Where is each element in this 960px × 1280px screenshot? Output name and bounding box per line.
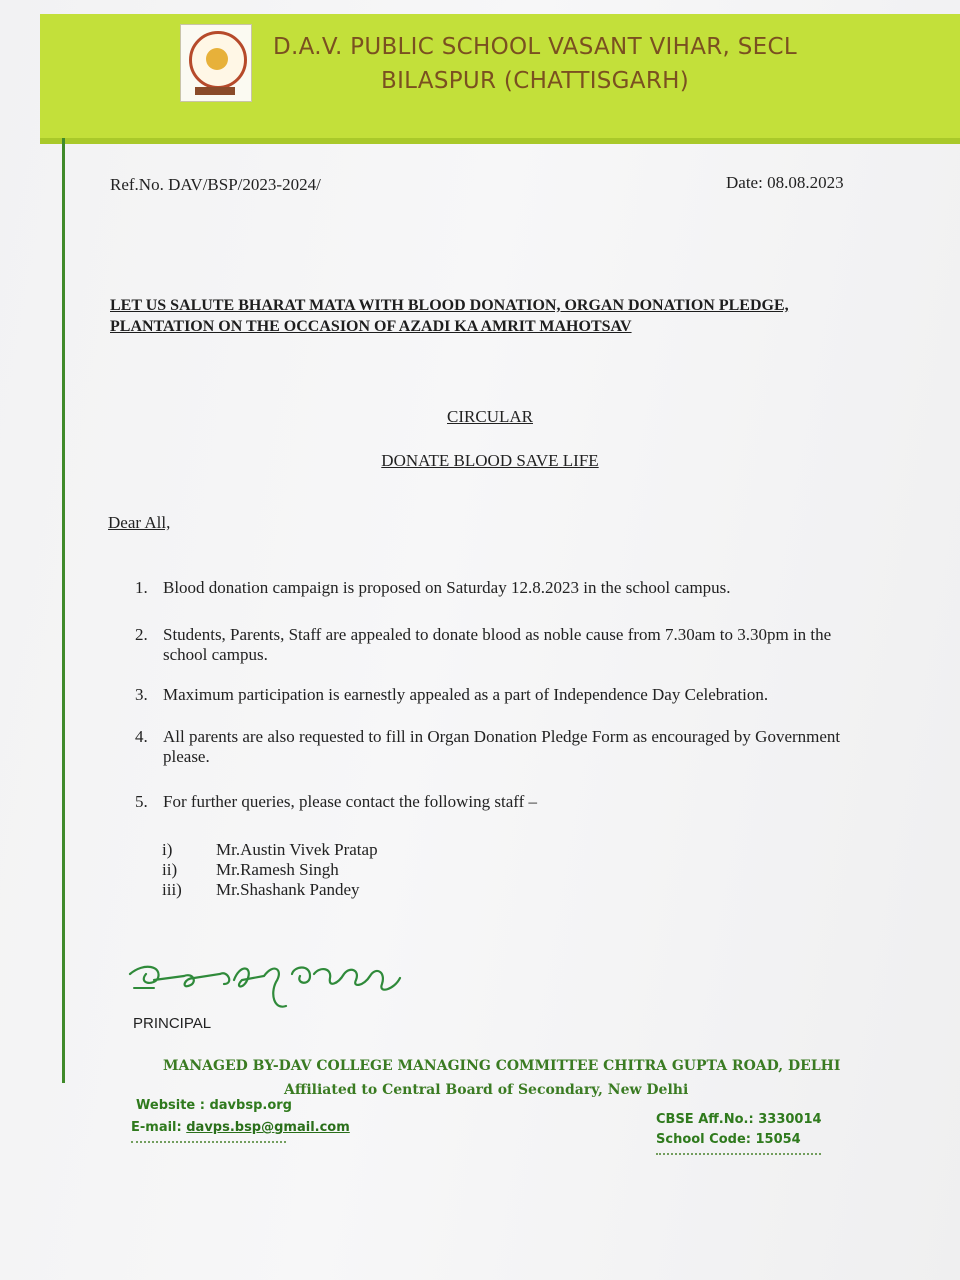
list-item-number: 2. [135, 625, 148, 644]
list-item [135, 625, 875, 665]
logo-base [195, 87, 235, 95]
footer-managed-by: MANAGED BY-DAV COLLEGE MANAGING COMMITTEE CHITRA GUPTA ROAD, DELHI [163, 1058, 841, 1074]
contact-index: ii) [162, 860, 178, 879]
reference-number: Ref.No. DAV/BSP/2023-2024/ [110, 175, 321, 194]
footer-cut-off-line [656, 1153, 821, 1158]
contact-row [162, 860, 462, 880]
list-item-text: All parents are also requested to fill in Organ Donation Pledge Form as encouraged by Government please. [163, 727, 841, 766]
subject-line-2: PLANTATION ON THE OCCASION OF AZADI KA AMRIT MAHOTSAV [110, 318, 632, 335]
list-item-text: For further queries, please contact the following staff – [163, 792, 538, 811]
list-item [135, 727, 875, 767]
slogan-heading: DONATE BLOOD SAVE LIFE [381, 451, 599, 470]
subject-line-1: LET US SALUTE BHARAT MATA WITH BLOOD DONATION, ORGAN DONATION PLEDGE, [110, 297, 789, 314]
logo-emblem [206, 48, 228, 70]
list-item-number: 4. [135, 727, 148, 746]
contact-index: i) [162, 840, 173, 859]
list-item [135, 578, 875, 598]
circular-heading: CIRCULAR [447, 407, 533, 426]
letter-date: Date: 08.08.2023 [726, 173, 844, 192]
list-item-text: Blood donation campaign is proposed on Saturday 12.8.2023 in the school campus. [163, 578, 731, 597]
footer-website: Website : davbsp.org [136, 1098, 292, 1113]
contact-name: Mr.Austin Vivek Pratap [216, 840, 378, 859]
contact-name: Mr.Ramesh Singh [216, 860, 339, 879]
footer-cut-off-line [131, 1141, 286, 1146]
footer-email-label: E-mail: [131, 1120, 187, 1135]
signatory-title: PRINCIPAL [133, 1015, 212, 1032]
principal-signature-icon [124, 944, 414, 1024]
logo-ring [189, 31, 247, 89]
school-name [250, 30, 820, 98]
school-logo-icon [180, 24, 252, 102]
footer-cbse-affiliation: CBSE Aff.No.: 3330014 [656, 1112, 822, 1127]
contact-index: iii) [162, 880, 182, 899]
footer-email-link[interactable]: davps.bsp@gmail.com [186, 1120, 350, 1135]
contact-name: Mr.Shashank Pandey [216, 880, 360, 899]
contact-row [162, 840, 462, 860]
list-item-number: 5. [135, 792, 148, 811]
list-item [135, 685, 875, 705]
footer-affiliation: Affiliated to Central Board of Secondary, New Delhi [284, 1082, 689, 1098]
list-item-number: 3. [135, 685, 148, 704]
salutation: Dear All, [108, 513, 171, 532]
left-margin-rule [62, 138, 65, 1083]
school-name-line-1: D.A.V. PUBLIC SCHOOL VASANT VIHAR, SECL [273, 34, 797, 60]
footer-email [131, 1120, 350, 1135]
contact-row [162, 880, 462, 900]
footer-school-code: School Code: 15054 [656, 1132, 801, 1147]
list-item-number: 1. [135, 578, 148, 597]
contact-list [162, 840, 462, 900]
list-item [135, 792, 875, 812]
list-item-text: Maximum participation is earnestly appealed as a part of Independence Day Celebration. [163, 685, 769, 704]
list-item-text: Students, Parents, Staff are appealed to donate blood as noble cause from 7.30am to 3.30pm in the school campus. [163, 625, 832, 664]
school-name-line-2: BILASPUR (CHATTISGARH) [381, 68, 689, 94]
subject-heading [110, 295, 870, 337]
